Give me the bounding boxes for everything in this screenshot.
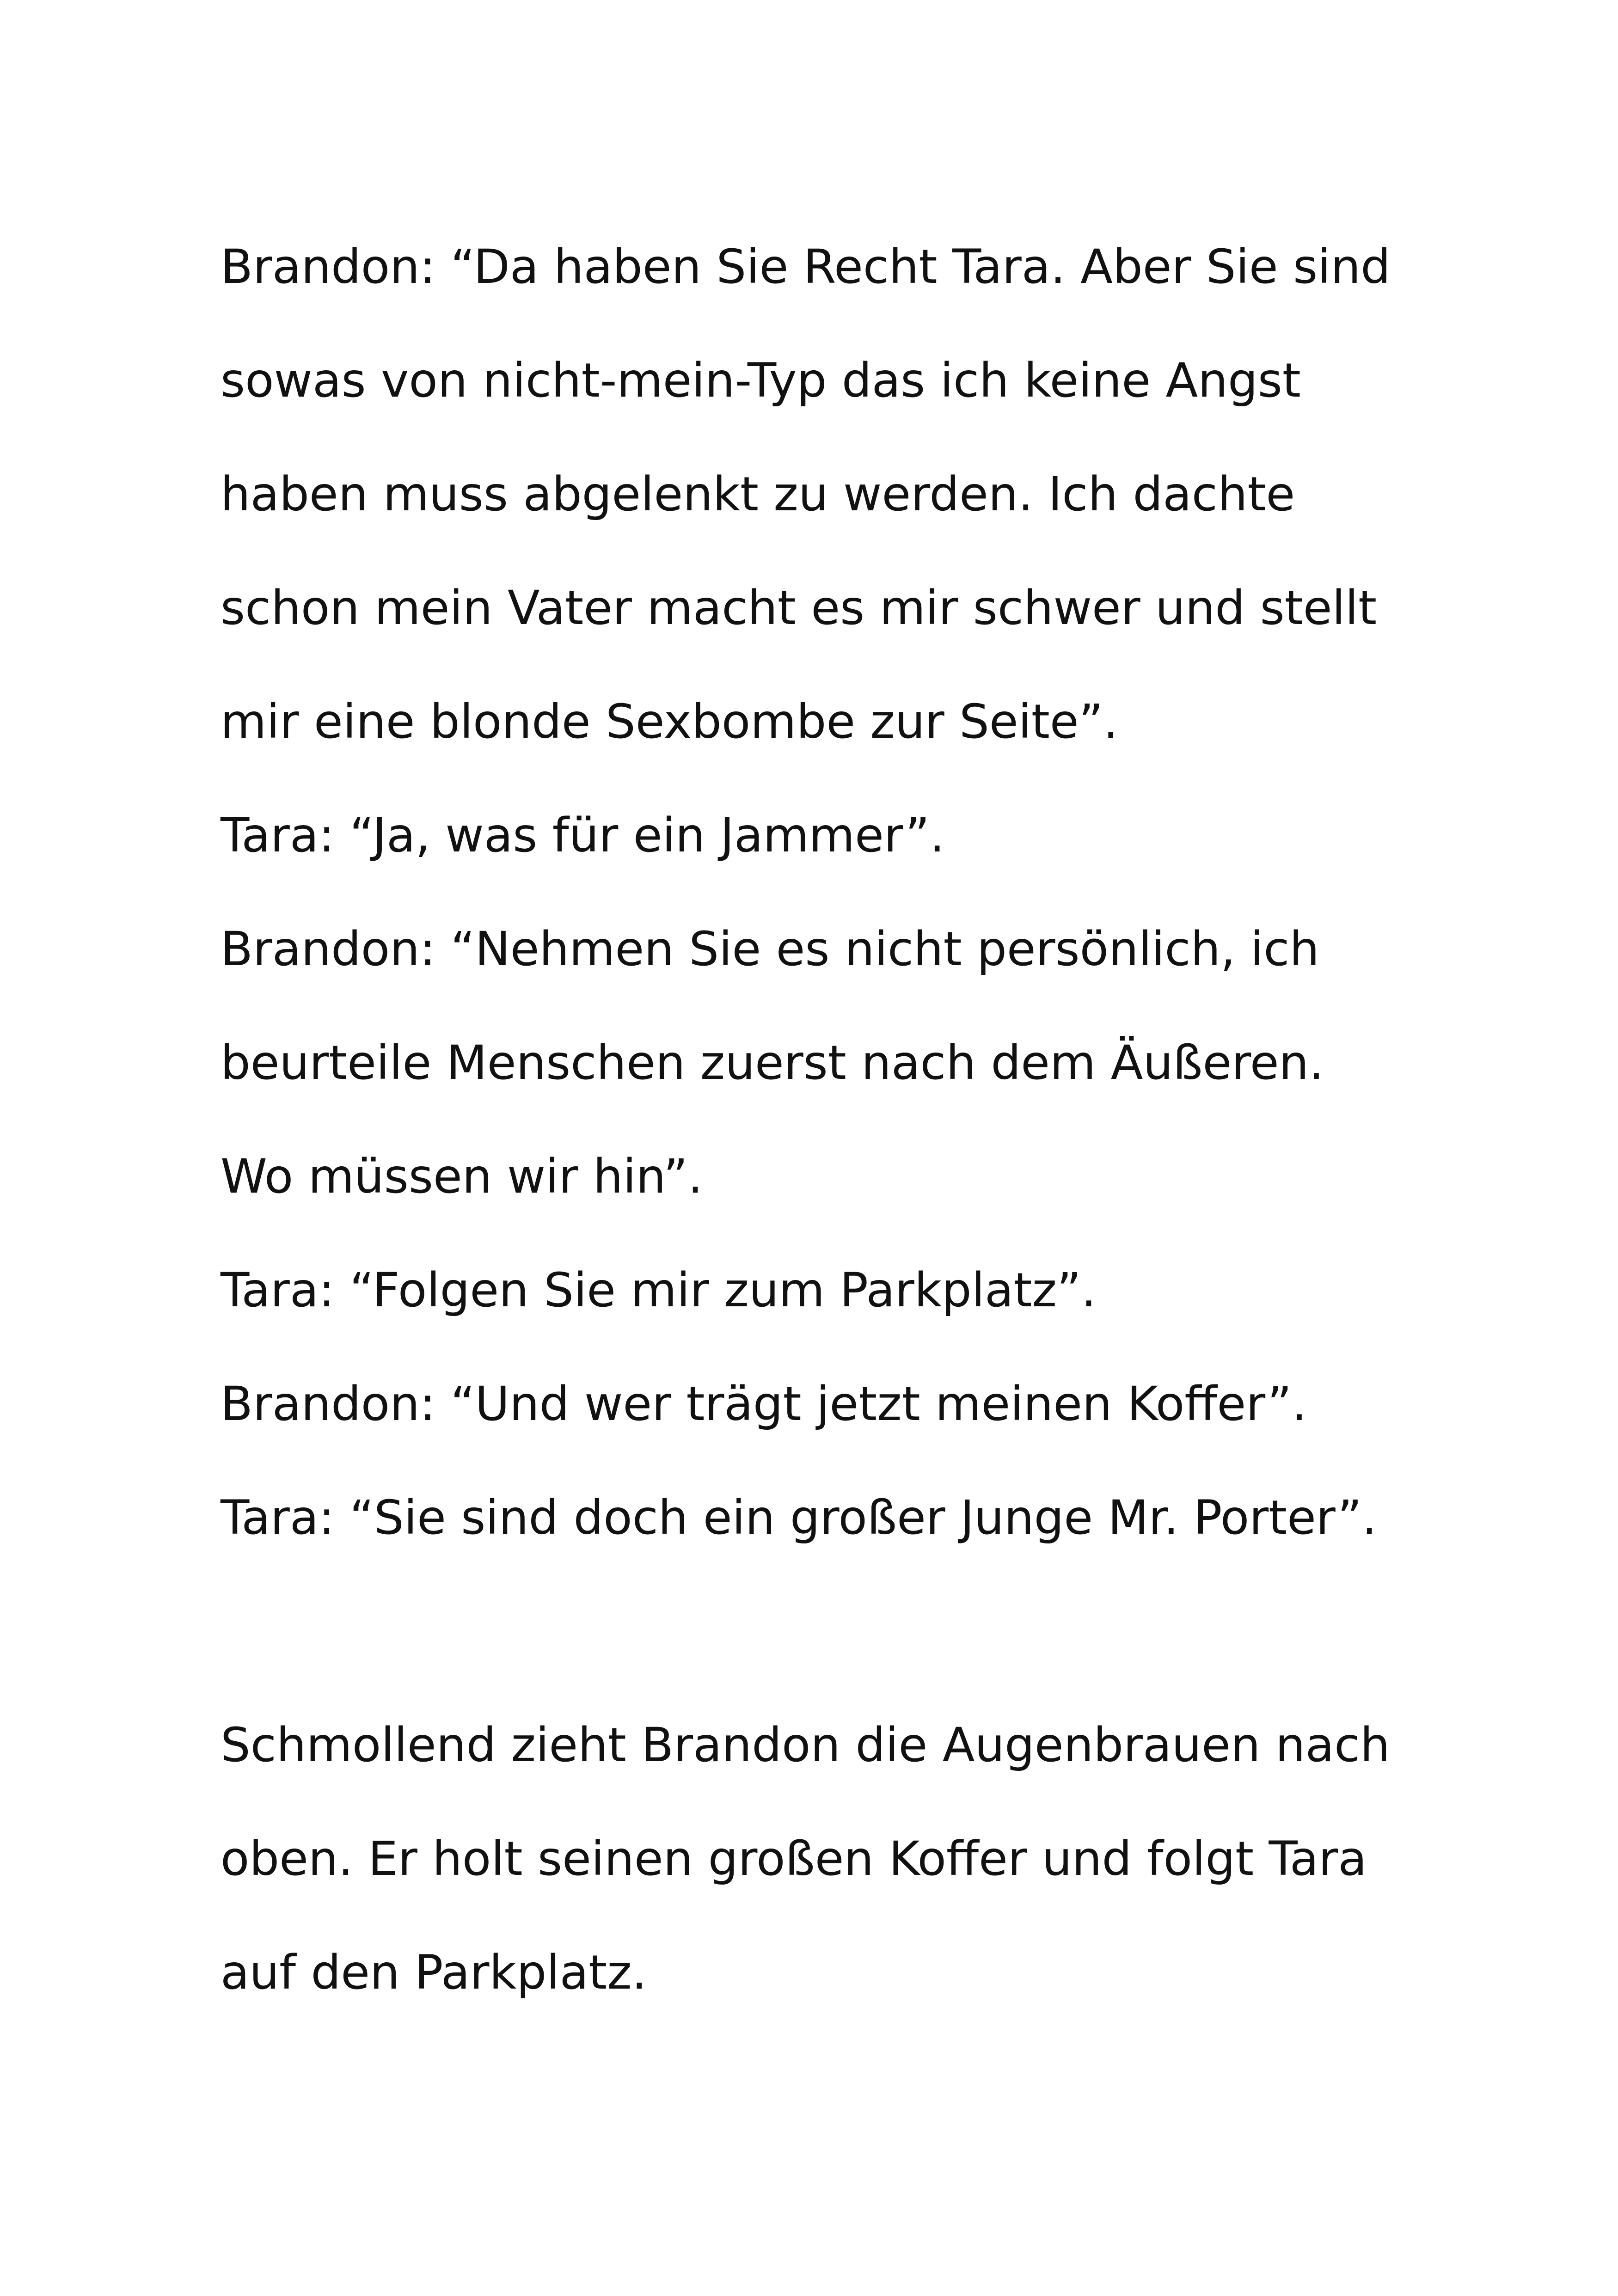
paragraph-gap — [221, 1575, 1469, 1689]
body-text — [221, 210, 1469, 2030]
text-line: Tara: “Sie sind doch ein großer Junge Mr. Porter”. — [221, 1490, 1377, 1545]
text-line: beurteile Menschen zuerst nach dem Äußeren. — [221, 1035, 1324, 1090]
text-line: Wo müssen wir hin”. — [221, 1149, 703, 1204]
text-line: sowas von nicht-mein-Typ das ich keine Angst — [221, 353, 1301, 408]
text-line: Tara: “Ja, was für ein Jammer”. — [221, 808, 945, 863]
text-line: Brandon: “Da haben Sie Recht Tara. Aber Sie sind — [221, 239, 1391, 294]
text-line: Schmollend zieht Brandon die Augenbrauen nach — [221, 1718, 1390, 1773]
text-line: auf den Parkplatz. — [221, 1945, 647, 2000]
text-line: Brandon: “Und wer trägt jetzt meinen Koffer”. — [221, 1377, 1307, 1432]
text-line: schon mein Vater macht es mir schwer und stellt — [221, 581, 1377, 636]
text-line: haben muss abgelenkt zu werden. Ich dachte — [221, 467, 1295, 522]
text-line: Brandon: “Nehmen Sie es nicht persönlich, ich — [221, 922, 1320, 977]
text-line: Tara: “Folgen Sie mir zum Parkplatz”. — [221, 1263, 1097, 1318]
text-line: mir eine blonde Sexbombe zur Seite”. — [221, 694, 1118, 749]
text-line: oben. Er holt seinen großen Koffer und folgt Tara — [221, 1831, 1367, 1886]
